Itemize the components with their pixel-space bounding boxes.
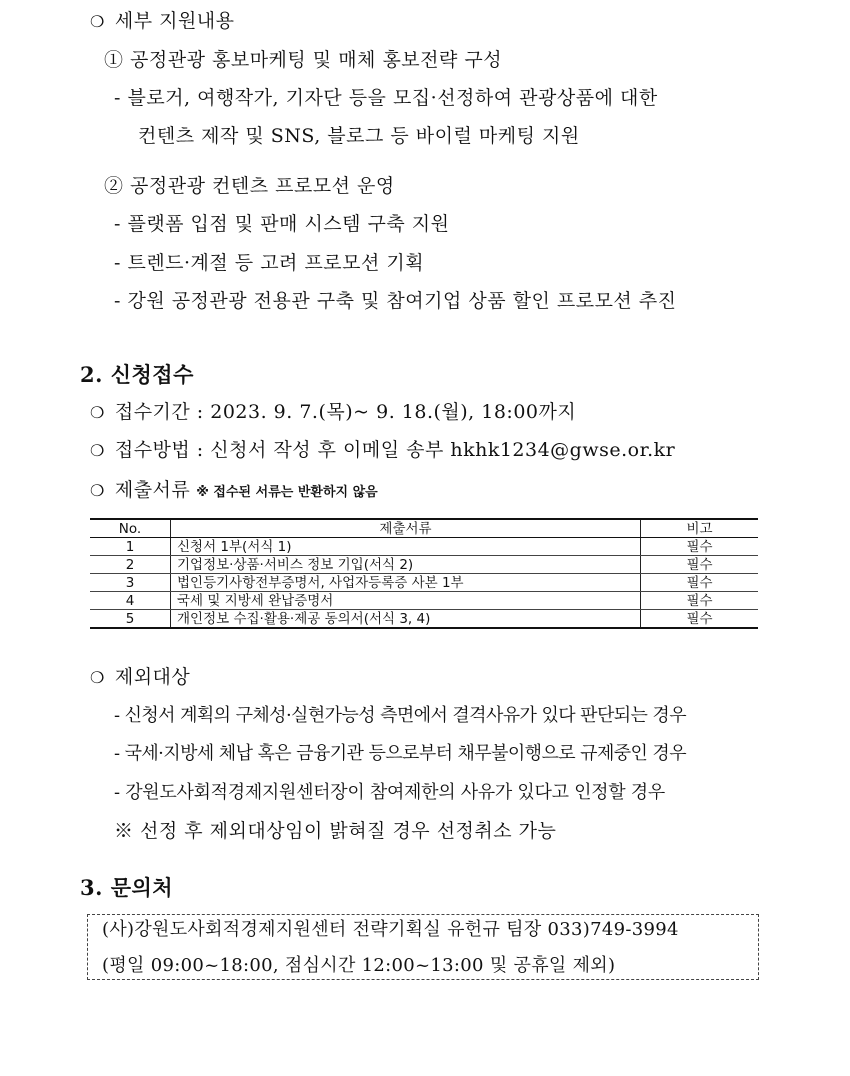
detail-support-label: 세부 지원내용: [114, 10, 235, 32]
item2-title: ② 공정관광 컨텐츠 프로모션 운영: [104, 175, 395, 197]
contact-box: [87, 914, 759, 980]
exclusion-label: 제외대상: [114, 666, 191, 688]
item1-line2: 컨텐츠 제작 및 SNS, 블로그 등 바이럴 마케팅 지원: [138, 125, 580, 147]
period-text: 접수기간 : 2023. 9. 7.(목)~ 9. 18.(월), 18:00까지: [114, 401, 577, 423]
hollow-circle-icon: ❍: [90, 12, 105, 31]
item2-line2: - 트렌드·계절 등 고려 프로모션 기획: [114, 252, 425, 274]
table-row: [90, 556, 758, 574]
exclusion-note: ※ 선정 후 제외대상임이 밝혀질 경우 선정취소 가능: [114, 820, 557, 842]
row-remark: 필수: [641, 610, 759, 629]
documents-table: [90, 518, 758, 629]
method-text: 접수방법 : 신청서 작성 후 이메일 송부 hkhk1234@gwse.or.kr: [114, 439, 676, 461]
section2-heading: 2. 신청접수: [80, 362, 194, 387]
exclusion-line2: - 국세·지방세 체납 혹은 금융기관 등으로부터 채무불이행으로 규제중인 경우: [114, 743, 687, 764]
table-row: [90, 592, 758, 610]
row-doc: 법인등기사항전부증명서, 사업자등록증 사본 1부: [171, 574, 641, 592]
row-doc: 개인정보 수집·활용·제공 동의서(서식 3, 4): [171, 610, 641, 629]
item1-title: ① 공정관광 홍보마케팅 및 매체 홍보전략 구성: [104, 49, 503, 71]
method-row: [90, 437, 675, 464]
row-remark: 필수: [641, 592, 759, 610]
table-row: [90, 538, 758, 556]
docs-note: ※ 접수된 서류는 반환하지 않음: [196, 485, 378, 500]
row-no: 1: [90, 538, 171, 556]
docs-row: [90, 477, 378, 506]
table-row: [90, 574, 758, 592]
row-remark: 필수: [641, 574, 759, 592]
header-remark: 비고: [641, 519, 759, 538]
item1-line1: - 블로거, 여행작가, 기자단 등을 모집·선정하여 관광상품에 대한: [114, 87, 658, 109]
row-no: 3: [90, 574, 171, 592]
table-header-row: [90, 519, 758, 538]
exclusion-line3: - 강원도사회적경제지원센터장이 참여제한의 사유가 있다고 인정할 경우: [114, 782, 665, 803]
detail-support-heading: [90, 8, 235, 35]
row-no: 4: [90, 592, 171, 610]
row-remark: 필수: [641, 538, 759, 556]
row-doc: 국세 및 지방세 완납증명서: [171, 592, 641, 610]
exclusion-line1: - 신청서 계획의 구체성·실현가능성 측면에서 결격사유가 있다 판단되는 경우: [114, 705, 687, 726]
period-row: [90, 399, 576, 426]
section3-heading: 3. 문의처: [80, 875, 174, 900]
table-row: [90, 610, 758, 629]
contact-line2: (평일 09:00~18:00, 점심시간 12:00~13:00 및 공휴일 제외): [102, 955, 616, 976]
item2-line3: - 강원 공정관광 전용관 구축 및 참여기업 상품 할인 프로모션 추진: [114, 290, 677, 312]
row-doc: 신청서 1부(서식 1): [171, 538, 641, 556]
row-remark: 필수: [641, 556, 759, 574]
contact-line1: (사)강원도사회적경제지원센터 전략기획실 유헌규 팀장 033)749-3994: [102, 919, 679, 940]
docs-label: 제출서류: [114, 479, 191, 501]
row-no: 2: [90, 556, 171, 574]
item2-line1: - 플랫폼 입점 및 판매 시스템 구축 지원: [114, 213, 450, 235]
row-no: 5: [90, 610, 171, 629]
header-no: No.: [90, 519, 171, 538]
header-docs: 제출서류: [171, 519, 641, 538]
hollow-circle-icon: ❍: [90, 668, 105, 687]
hollow-circle-icon: ❍: [90, 481, 105, 500]
exclusion-row: [90, 664, 190, 691]
hollow-circle-icon: ❍: [90, 403, 105, 422]
row-doc: 기업정보·상품·서비스 정보 기입(서식 2): [171, 556, 641, 574]
hollow-circle-icon: ❍: [90, 441, 105, 460]
